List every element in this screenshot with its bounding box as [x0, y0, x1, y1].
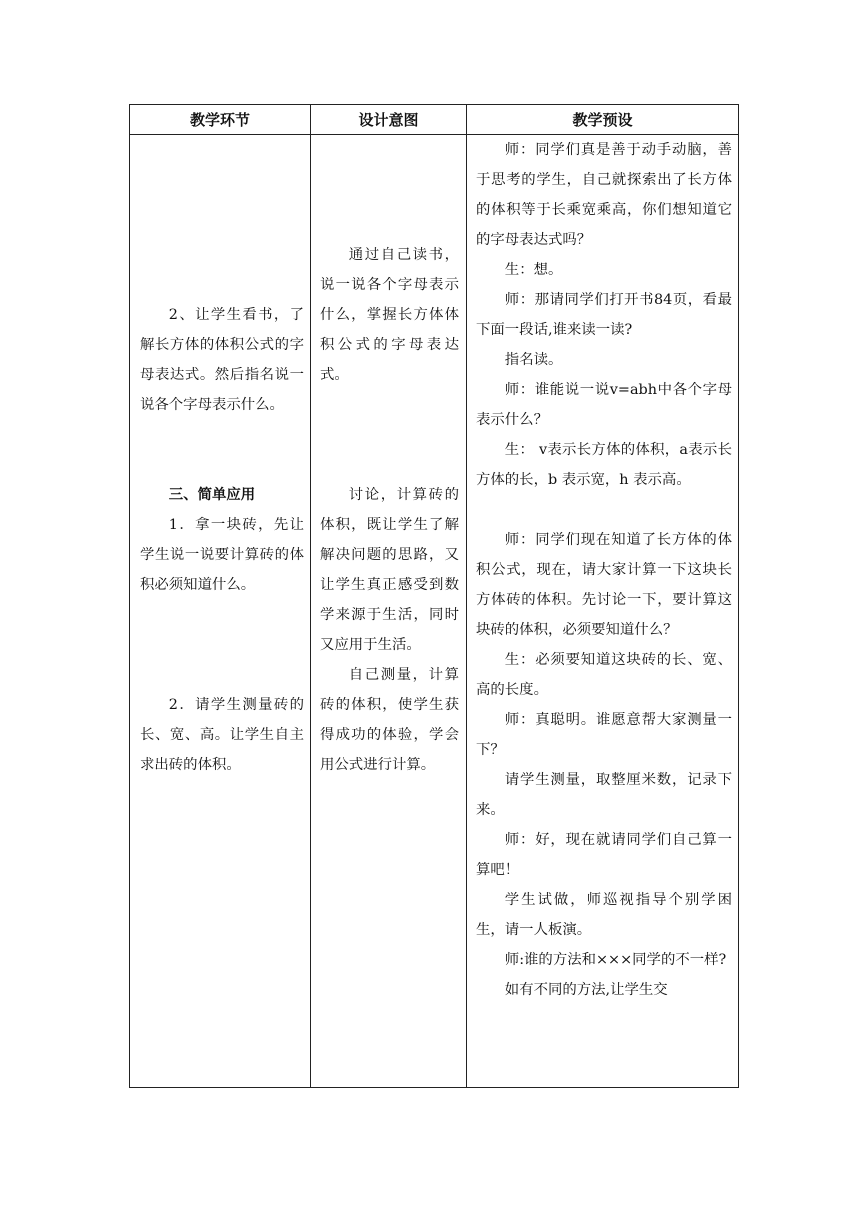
body-row — [130, 135, 739, 1088]
plan-line: 指名读。 — [504, 352, 563, 368]
stage-brick: 1．拿一块砖，先让学生说一说要计算砖的体积必须知道什么。 — [140, 517, 304, 593]
plan-line: 师：那请同学们打开书84页，看最下面一段话,谁来读一读? — [476, 292, 732, 338]
plan-line: 师：同学们真是善于动手动脑，善于思考的学生，自己就探索出了长方体的体积等于长乘宽乘高，你们想知道它的字母表达式吗？ — [476, 142, 732, 248]
plan-line: 师：真聪明。谁愿意帮大家测量一下？ — [476, 712, 732, 758]
intent-read-book: 通过自己读书，说一说各个字母表示什么，掌握长方体体积公式的字母表达式。 — [320, 247, 459, 383]
intent-measure: 自己测量，计算砖的体积，使学生获得成功的体验，学会用公式进行计算。 — [320, 667, 459, 773]
stage-measure: 2．请学生测量砖的长、宽、高。让学生自主求出砖的体积。 — [140, 697, 304, 773]
plan-line: 师：谁能说一说v=abh中各个字母表示什么？ — [476, 382, 732, 428]
section-title: 三、简单应用 — [168, 486, 256, 503]
plan-line: 生：必须要知道这块砖的长、宽、高的长度。 — [476, 652, 732, 698]
intent-discuss: 讨论，计算砖的体积，既让学生了解解决问题的思路，又让学生真正感受到数学来源于生活，同时又应用于生活。 — [320, 487, 459, 653]
plan-line: 生： v表示长方体的体积，a表示长方体的长，b 表示宽，h 表示高。 — [476, 442, 732, 488]
plan-line: 师：好，现在就请同学们自己算一算吧！ — [476, 832, 732, 878]
plan-line: 师:谁的方法和×××同学的不一样? — [504, 952, 727, 968]
header-row — [130, 105, 739, 135]
header-design-intent: 设计意图 — [311, 105, 467, 135]
header-teaching-plan: 教学预设 — [467, 105, 739, 135]
teaching-plan-cell — [467, 135, 739, 1088]
design-intent-cell — [311, 135, 467, 1088]
header-teaching-stage: 教学环节 — [130, 105, 311, 135]
lesson-plan-table — [129, 104, 739, 1088]
plan-line: 生：想。 — [504, 262, 563, 278]
plan-line: 请学生测量，取整厘米数，记录下来。 — [476, 772, 732, 818]
plan-line: 师：同学们现在知道了长方体的体积公式，现在，请大家计算一下这块长方体砖的体积。先讨论一下，要计算这块砖的体积，必须要知道什么？ — [476, 532, 732, 638]
plan-line: 如有不同的方法,让学生交 — [504, 982, 668, 998]
plan-line: 学生试做，师巡视指导个别学困生，请一人板演。 — [476, 892, 732, 938]
stage-read-book: 2、让学生看书，了解长方体的体积公式的字母表达式。然后指名说一说各个字母表示什么。 — [140, 307, 304, 413]
teaching-stage-cell — [130, 135, 311, 1088]
